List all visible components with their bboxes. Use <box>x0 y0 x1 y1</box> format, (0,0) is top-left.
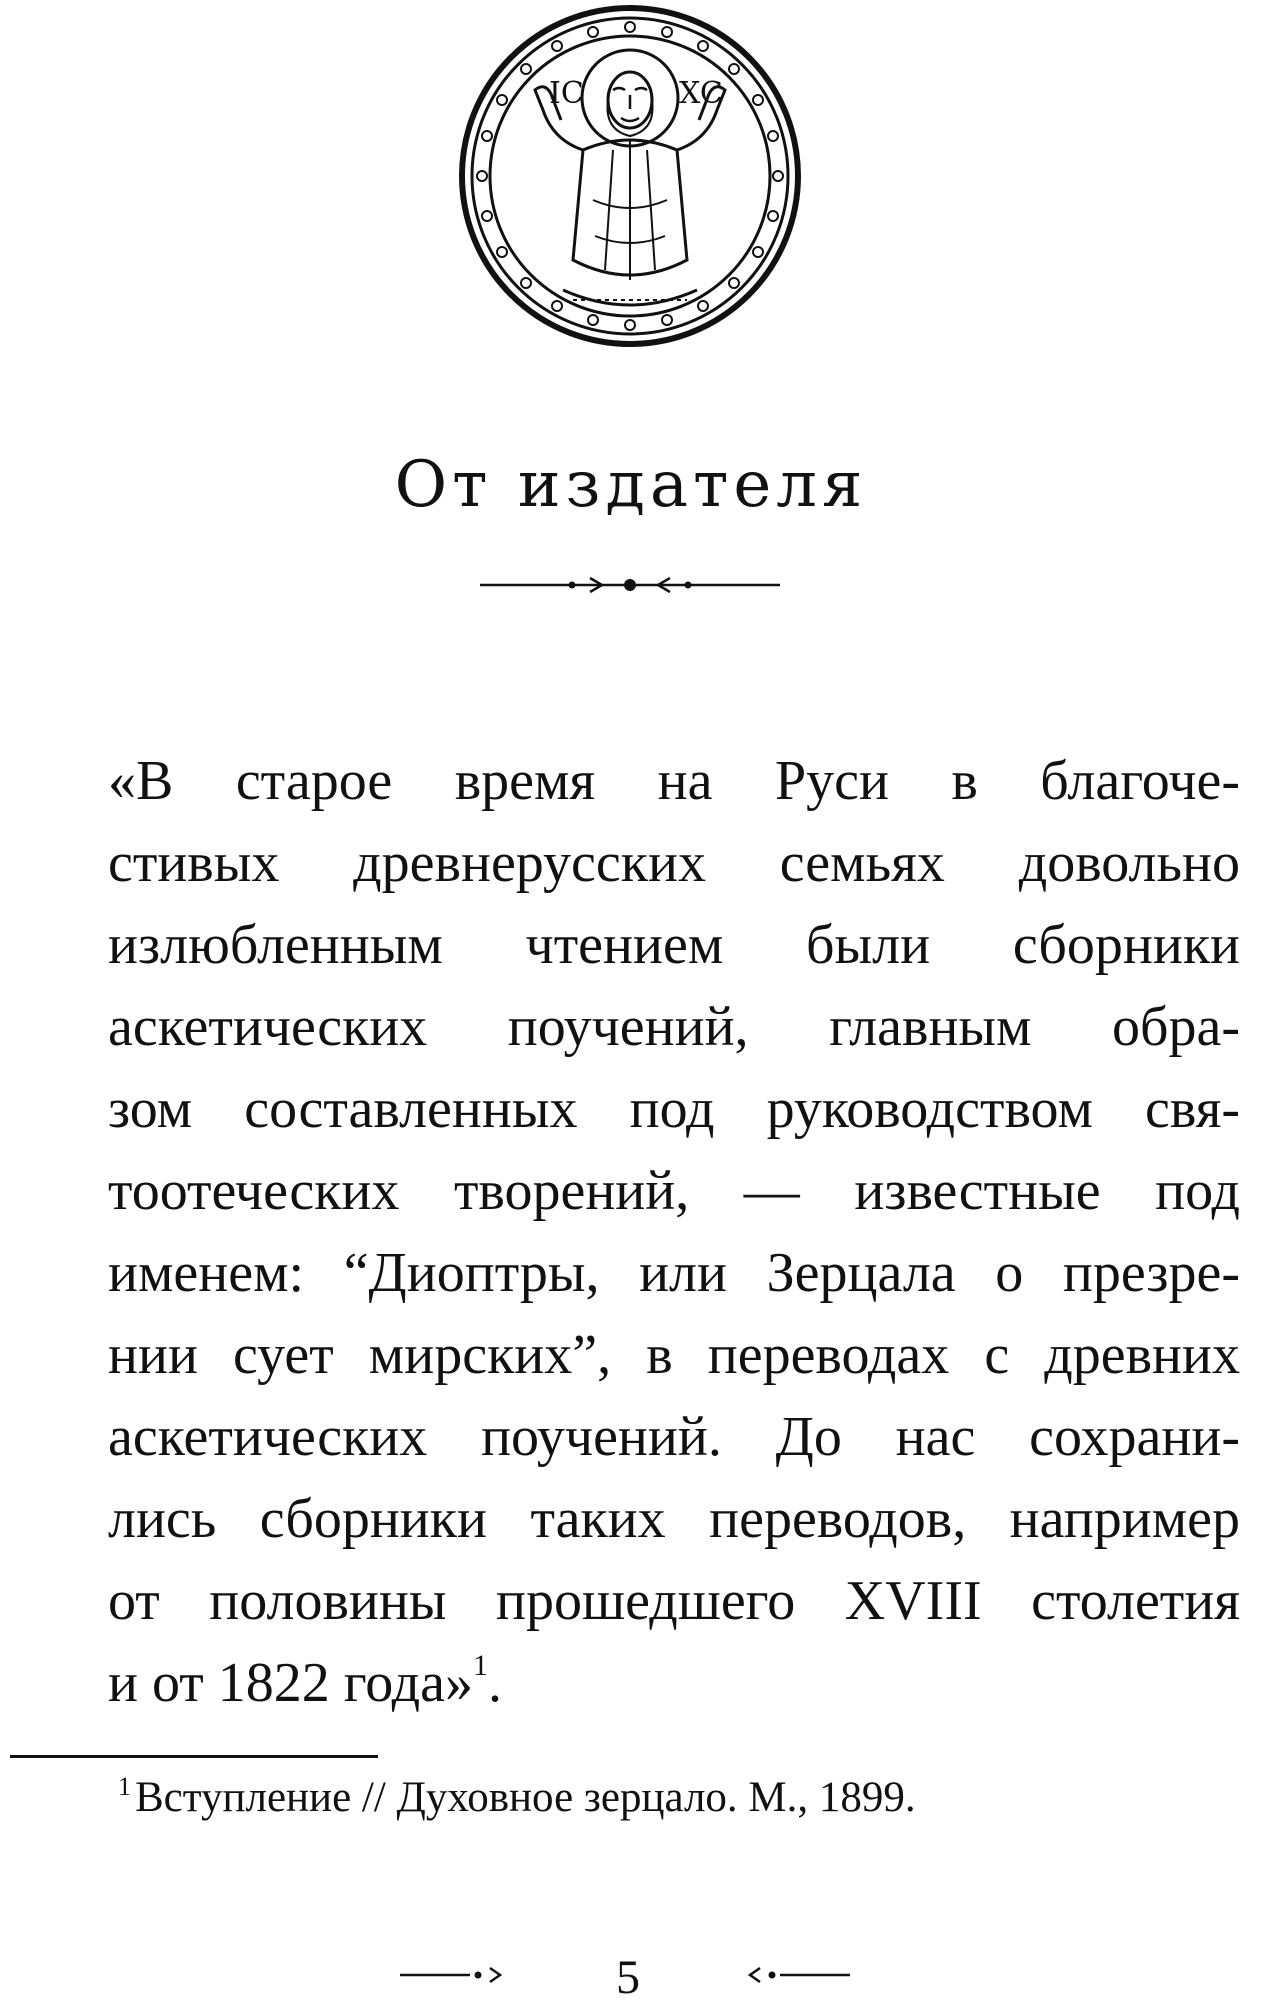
footnote-reference[interactable]: 1 <box>473 1649 489 1682</box>
footnote <box>118 1768 1218 1828</box>
paragraph-period: . <box>488 1652 503 1714</box>
section-heading: От издателя <box>394 448 868 522</box>
svg-text:IC: IC <box>549 76 584 111</box>
paragraph-line: от половины прошедшего XVIII столетия <box>108 1570 1240 1632</box>
paragraph-line: аскетических поучений. До нас сохрани- <box>108 1406 1240 1468</box>
paragraph-line: аскетических поучений, главным обра- <box>108 996 1240 1058</box>
paragraph-line: лись сборники таких переводов, например <box>108 1488 1240 1550</box>
paragraph-line-last <box>10 1642 1240 1724</box>
footnote-marker: 1 <box>118 1772 131 1801</box>
paragraph-line: тоотеческих творений, — известные под <box>108 1160 1240 1222</box>
page-number: 5 <box>616 1951 640 2004</box>
christ-medallion-icon <box>453 0 807 352</box>
paragraph-line: нии сует мирских”, в переводах с древних <box>108 1324 1240 1386</box>
svg-text:XC: XC <box>679 76 723 111</box>
publisher-note-paragraph <box>10 740 1240 1724</box>
footnote-rule <box>10 1755 378 1758</box>
paragraph-line: именем: “Диоптры, или Зерцала о презре- <box>108 1242 1240 1304</box>
ornament-divider-icon <box>480 570 780 600</box>
footnote-text: Вступление // Духовное зерцало. М., 1899. <box>135 1774 916 1821</box>
paragraph-line: излюбленным чтением были сборники <box>108 914 1240 976</box>
paragraph-line: стивых древнерусских семьях довольно <box>108 832 1240 894</box>
paragraph-last-text: и от 1822 года» <box>108 1652 474 1714</box>
paragraph-line: зом составленных под руководством свя- <box>108 1078 1240 1140</box>
paragraph-line: «В старое время на Руси в благоче- <box>108 750 1240 812</box>
